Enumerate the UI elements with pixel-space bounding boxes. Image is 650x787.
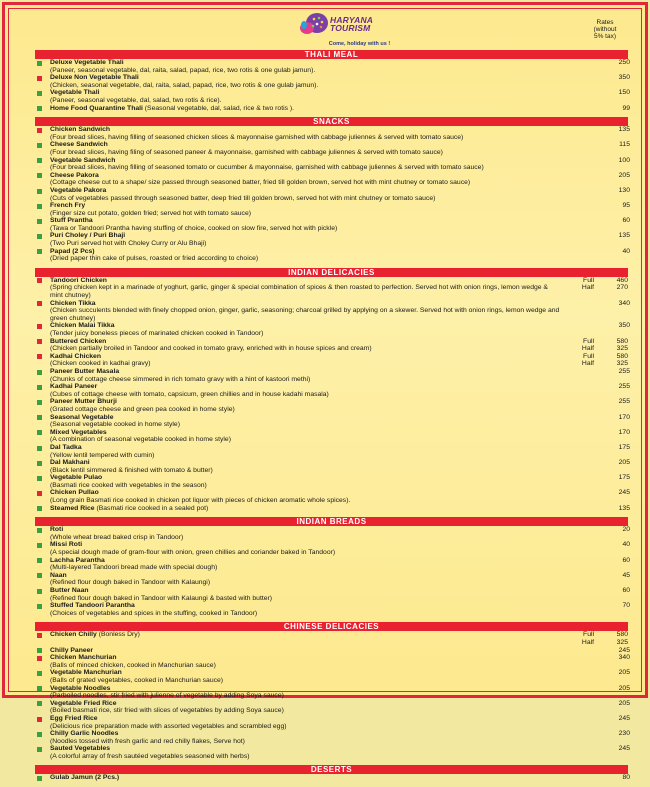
haryana-tourism-logo — [297, 11, 417, 47]
veg-icon — [37, 400, 42, 405]
item-name: French Fry — [50, 202, 86, 210]
item-name: Home Food Quarantine Thali — [50, 104, 143, 112]
menu-item — [35, 126, 630, 141]
item-name: Buttered Chicken — [50, 337, 107, 345]
item-description: (Balls of minced chicken, cooked in Manchurian sauce) — [50, 661, 216, 669]
menu-item — [35, 669, 630, 684]
menu-item — [35, 383, 630, 398]
item-name: Papad (2 Pcs) — [50, 247, 95, 255]
item-price: 250 — [618, 59, 630, 66]
veg-icon — [37, 701, 42, 706]
nonveg-icon — [37, 301, 42, 306]
item-price: 245 — [618, 714, 630, 722]
item-price: 100 — [618, 156, 630, 164]
menu-item — [35, 685, 630, 700]
item-price: 60 — [622, 587, 630, 594]
item-description: (Balls of grated vegetables, cooked in Manchurian sauce) — [50, 676, 224, 684]
nonveg-icon — [37, 354, 42, 359]
nonveg-icon — [37, 656, 42, 661]
item-description: (Cuts of vegetables passed through seasoned batter, deep fried till golden brown, served hot with mint chutney or tomato sauce) — [50, 194, 436, 202]
item-name: Vegetable Sandwich — [50, 156, 116, 164]
item-price: 245 — [618, 489, 630, 497]
item-name: Roti — [50, 526, 64, 534]
item-name: Steamed Rice — [50, 504, 95, 512]
veg-icon — [37, 648, 42, 653]
veg-icon — [37, 446, 42, 451]
item-name: Sauted Vegetables — [50, 745, 111, 753]
item-description: (A colorful array of fresh sautéed vegetables seasoned with herbs) — [50, 752, 250, 760]
item-name: Lachha Parantha — [50, 556, 105, 564]
veg-icon — [37, 671, 42, 676]
item-price: 60 — [622, 217, 630, 225]
item-description: (Tender juicy boneless pieces of marinated chicken cooked in Tandoor) — [50, 330, 264, 337]
item-description: (Spring chicken kept in a marinade of yoghurt, garlic, ginger & special combination of spices & then roasted to perfection. Served hot with onion rings, lemon wedge & mint chutney) — [50, 284, 548, 300]
veg-icon — [37, 604, 42, 609]
menu-item — [35, 572, 630, 587]
menu-header — [35, 5, 630, 50]
item-description: (Four bread slices, having filling of seasoned tomato or cucumber & mayonnaise, garnished with cabbage juliennes & served with tomato sauce) — [50, 164, 484, 172]
item-price: 205 — [618, 699, 630, 707]
item-description: (Basmati rice cooked with vegetables in the season) — [50, 481, 207, 489]
item-description: (Seasonal vegetable, dal, salad, rice & two rotis ). — [144, 104, 295, 112]
menu-item — [35, 715, 630, 730]
item-name: Chilly Paneer — [50, 646, 94, 654]
item-name: Stuffed Tandoori Parantha — [50, 602, 135, 610]
nonveg-icon — [37, 339, 42, 344]
nonveg-icon — [37, 128, 42, 133]
menu-item — [35, 557, 630, 572]
item-description: (Refined flour dough baked in Tandoor with Kalaungi & basted with butter) — [50, 594, 273, 602]
item-name: Naan — [50, 571, 67, 579]
menu-section — [35, 50, 630, 112]
menu-item — [35, 414, 630, 429]
menu-item — [35, 74, 630, 89]
menu-section — [35, 517, 630, 617]
menu-item — [35, 398, 630, 413]
menu-item — [35, 745, 630, 760]
menu-item — [35, 541, 630, 556]
item-description: (Chicken succulents blended with finely chopped onion, ginger, garlic, seasoning; charcoal grilled by applying on a skewer. Served hot with onion rings, lemon wedge and green chutney) — [50, 307, 560, 322]
item-price: 245 — [618, 646, 630, 654]
item-name: Egg Fried Rice — [50, 714, 98, 722]
item-description: (Tawa or Tandoori Prantha having stuffing of choice, cooked on slow fire, served hot with pickle) — [50, 224, 338, 232]
menu-section — [35, 765, 630, 782]
portion-labels — [582, 631, 594, 646]
portion-label: Full — [583, 276, 594, 284]
veg-icon — [37, 234, 42, 239]
item-name: Chicken Tikka — [50, 299, 96, 307]
item-description: (Refined flour dough baked in Tandoor with Kalaungi) — [50, 579, 211, 587]
menu-content — [35, 5, 630, 787]
veg-icon — [37, 370, 42, 375]
item-description: (Boiled basmati rice, stir fried with slices of vegetables by adding Soya sauce) — [50, 707, 284, 715]
veg-icon — [37, 528, 42, 533]
veg-icon — [37, 158, 42, 163]
veg-icon — [37, 91, 42, 96]
item-name: Kadhai Paneer — [50, 383, 98, 391]
menu-item — [35, 429, 630, 444]
item-name: Stuff Prantha — [50, 217, 93, 225]
item-description: (Cubes of cottage cheese with tomato, capsicum, green chillies and in house kadahi masala) — [50, 390, 329, 398]
item-price: 99 — [622, 104, 630, 112]
item-price: 255 — [618, 367, 630, 375]
item-price: 175 — [618, 474, 630, 482]
item-name: Cheese Sandwich — [50, 141, 108, 149]
veg-icon — [37, 776, 42, 781]
item-description: (Cottage cheese cut to a shape/ size passed through seasoned batter, fried till golden brown, served hot with mint chutney or tomato sauce) — [50, 179, 471, 187]
item-description: (Chicken, seasonal vegetable, dal, raita, salad, papad, rice, two rotis & one gulab jamun). — [50, 81, 319, 89]
item-name: Seasonal Vegetable — [50, 413, 114, 421]
item-price: 205 — [618, 669, 630, 677]
portion-label: Half — [581, 345, 594, 353]
item-price: 460 — [616, 276, 628, 284]
menu-item — [35, 526, 630, 541]
section-header: INDIAN DELICACIES — [35, 268, 628, 277]
item-name: Dal Makhani — [50, 459, 90, 467]
menu-item — [35, 187, 630, 202]
menu-item — [35, 700, 630, 715]
item-name: Tandoori Chicken — [50, 276, 107, 284]
bird-logo-icon — [299, 11, 329, 37]
menu-item — [35, 338, 630, 353]
item-price: 580 — [616, 352, 628, 360]
veg-icon — [37, 189, 42, 194]
portion-prices — [617, 631, 628, 646]
item-description: (A special dough made of gram-flour with onion, green chillies and coriander baked in Tandoor) — [50, 549, 336, 557]
item-description: (Seasonal vegetable cooked in home style) — [50, 421, 180, 429]
menu-item — [35, 474, 630, 489]
veg-icon — [37, 61, 42, 66]
veg-icon — [37, 173, 42, 178]
menu-item — [35, 89, 630, 104]
item-description: (Grated cottage cheese and green pea cooked in home style) — [50, 405, 235, 413]
item-price: 350 — [618, 322, 630, 330]
item-name: Paneer Butter Masala — [50, 367, 120, 375]
menu-item — [35, 105, 630, 113]
item-name: Puri Choley / Puri Bhaji — [50, 232, 126, 240]
menu-item — [35, 774, 630, 782]
menu-sections — [35, 50, 630, 782]
menu-item — [35, 489, 630, 504]
item-description: (Yellow lentil tempered with cumin) — [50, 451, 155, 459]
portion-prices — [617, 353, 628, 368]
item-name: Butter Naan — [50, 587, 89, 594]
nonveg-icon — [37, 324, 42, 329]
veg-icon — [37, 732, 42, 737]
portion-label: Full — [583, 337, 594, 345]
item-price: 40 — [622, 541, 630, 549]
menu-item — [35, 505, 630, 513]
item-price: 205 — [618, 171, 630, 179]
logo-title: HARYANA TOURISM — [330, 15, 374, 33]
item-description: (Choices of vegetables and spices in the stuffing, cooked in Tandoor) — [50, 609, 258, 617]
veg-icon — [37, 219, 42, 224]
veg-icon — [37, 143, 42, 148]
portion-labels — [582, 338, 594, 353]
veg-icon — [37, 106, 42, 111]
veg-icon — [37, 430, 42, 435]
portion-label: Full — [583, 631, 594, 639]
item-price: 175 — [618, 443, 630, 451]
item-price: 20 — [622, 526, 630, 534]
item-name: Chicken Sandwich — [50, 126, 111, 134]
nonveg-icon — [37, 633, 42, 638]
menu-item — [35, 730, 630, 745]
section-header: SNACKS — [35, 117, 628, 126]
item-name: Vegetable Pulao — [50, 474, 103, 482]
menu-item — [35, 654, 630, 669]
veg-icon — [37, 558, 42, 563]
menu-section — [35, 268, 630, 512]
menu-item — [35, 248, 630, 263]
item-name: Paneer Mutter Bhurji — [50, 398, 117, 406]
item-price: 80 — [622, 774, 630, 782]
section-header: THALI MEAL — [35, 50, 628, 59]
veg-icon — [37, 589, 42, 594]
item-description: (Paneer, seasonal vegetable, dal, salad, two rotis & rice). — [50, 96, 222, 104]
item-price: 40 — [622, 247, 630, 255]
portion-label: Half — [581, 360, 594, 368]
item-name: Gulab Jamun (2 Pcs.) — [50, 774, 120, 782]
item-description: (Long grain Basmati rice cooked in chicken pot liquor with pieces of chicken aromatic whole spices). — [50, 497, 351, 505]
nonveg-icon — [37, 717, 42, 722]
rates-column-heading: Rates (without 5% tax) — [593, 19, 617, 40]
item-description: (Multi-layered Tandoori bread made with special dough) — [50, 564, 218, 572]
item-price: 135 — [618, 126, 630, 134]
item-name: Chicken Pullao — [50, 489, 99, 497]
item-name: Vegetable Pakora — [50, 186, 107, 194]
item-name: Vegetable Manchurian — [50, 669, 122, 677]
item-description: (Whole wheat bread baked crisp in Tandoor) — [50, 533, 184, 541]
item-description: (Two Puri served hot with Choley Curry or Alu Bhaji) — [50, 240, 207, 248]
menu-item — [35, 157, 630, 172]
item-name: Chicken Malai Tikka — [50, 322, 115, 330]
item-name: Cheese Pakora — [50, 171, 99, 179]
item-price: 205 — [618, 459, 630, 467]
nonveg-icon — [37, 76, 42, 81]
item-description: (Basmati rice cooked in a sealed pot) — [96, 504, 209, 512]
item-price: 170 — [618, 428, 630, 436]
item-description: (Paneer, seasonal vegetable, dal, raita, salad, papad, rice, two rotis & one gulab jamun). — [50, 66, 316, 74]
portion-prices — [617, 277, 628, 292]
item-description: (Black lentil simmered & finished with tomato & butter) — [50, 466, 213, 474]
veg-icon — [37, 204, 42, 209]
section-header: INDIAN BREADS — [35, 517, 628, 526]
menu-item — [35, 232, 630, 247]
item-price: 115 — [619, 141, 630, 149]
section-header: CHINESE DELICACIES — [35, 622, 628, 631]
portion-label: Full — [583, 352, 594, 360]
menu-item — [35, 300, 630, 323]
veg-icon — [37, 476, 42, 481]
item-name: Vegetable Thali — [50, 89, 100, 97]
section-header: DESERTS — [35, 765, 628, 774]
item-price: 230 — [618, 730, 630, 738]
item-price: 350 — [618, 74, 630, 82]
item-price: 325 — [616, 345, 628, 353]
menu-item — [35, 141, 630, 156]
nonveg-icon — [37, 491, 42, 496]
item-price: 135 — [618, 232, 630, 240]
item-price: 150 — [618, 89, 630, 97]
item-price: 255 — [618, 398, 630, 406]
item-name: Chicken Manchurian — [50, 654, 117, 662]
nonveg-icon — [37, 278, 42, 283]
item-name: Chilly Garlic Noodles — [50, 730, 119, 738]
item-price: 580 — [616, 337, 628, 345]
veg-icon — [37, 461, 42, 466]
item-price: 255 — [618, 383, 630, 391]
menu-item — [35, 172, 630, 187]
item-description: (Chunks of cottage cheese simmered in rich tomato gravy with a hint of kastoori methi) — [50, 375, 311, 383]
menu-item — [35, 602, 630, 617]
portion-label: Half — [581, 638, 594, 646]
item-price: 580 — [616, 631, 628, 639]
item-price: 270 — [616, 284, 628, 292]
menu-page — [2, 2, 648, 782]
veg-icon — [37, 506, 42, 511]
veg-icon — [37, 415, 42, 420]
item-price: 130 — [618, 186, 630, 194]
menu-item — [35, 353, 630, 368]
item-price: 205 — [618, 684, 630, 692]
menu-item — [35, 277, 630, 300]
menu-section — [35, 622, 630, 760]
item-description: (Dried paper thin cake of pulses, roasted or fried according to choice) — [50, 255, 259, 263]
menu-item — [35, 322, 630, 337]
item-price: 95 — [622, 202, 630, 210]
portion-labels — [582, 277, 594, 292]
item-name: Mixed Vegetables — [50, 428, 107, 436]
veg-icon — [37, 747, 42, 752]
item-price: 45 — [622, 571, 630, 579]
item-name: Missi Roti — [50, 541, 83, 549]
item-description: (A combination of seasonal vegetable cooked in home style) — [50, 436, 231, 444]
item-name: Kadhai Chicken — [50, 352, 101, 360]
veg-icon — [37, 573, 42, 578]
item-price: 340 — [618, 654, 630, 662]
item-name: Chicken Chilly — [50, 631, 97, 639]
item-description: (Parboiled noodles, stir fried with julienne of vegetable by adding Soya sauce) — [50, 692, 284, 700]
logo-tagline: Come, holiday with us ! — [328, 41, 391, 47]
item-description: (Four bread slices, having filing of seasoned paneer & mayonnaise, garnished with cabbage juliennes & served with tomato sauce) — [50, 148, 443, 156]
portion-prices — [617, 338, 628, 353]
item-price: 245 — [618, 745, 630, 753]
item-description: (Chicken partially broiled in Tandoor and cooked in tomato gravy, enriched with in house spices and cream) — [50, 345, 372, 353]
veg-icon — [37, 686, 42, 691]
veg-icon — [37, 543, 42, 548]
item-description: (Chicken cooked in kadhai gravy) — [50, 360, 151, 368]
item-description: (Delicious rice preparation made with assorted vegetables and scrambled egg) — [50, 722, 287, 730]
menu-item — [35, 217, 630, 232]
menu-item — [35, 59, 630, 74]
veg-icon — [37, 385, 42, 390]
item-description: (Noodles tossed with fresh garlic and red chilly flakes, Serve hot) — [50, 737, 245, 745]
menu-item — [35, 368, 630, 383]
item-name: Deluxe Vegetable Thali — [50, 59, 124, 66]
item-name: Vegetable Fried Rice — [50, 699, 117, 707]
menu-item — [35, 444, 630, 459]
item-price: 60 — [622, 556, 630, 564]
item-name: Vegetable Noodles — [50, 684, 111, 692]
item-description: (Bonless Dry) — [98, 631, 140, 639]
item-price: 70 — [622, 602, 630, 610]
veg-icon — [37, 249, 42, 254]
item-description: (Finger size cut potato, golden fried; served hot with tomato sauce) — [50, 209, 251, 217]
menu-section — [35, 117, 630, 263]
menu-item — [35, 631, 630, 646]
item-description: (Four bread slices, having filling of seasoned chicken slices & mayonnaise garnished with cabbage juliennes & served with tomato sauce) — [50, 133, 464, 141]
item-name: Deluxe Non Vegetable Thali — [50, 74, 139, 82]
menu-item — [35, 647, 630, 655]
item-name: Dal Tadka — [50, 443, 82, 451]
item-price: 135 — [618, 504, 630, 512]
item-price: 325 — [616, 638, 628, 646]
item-price: 170 — [618, 413, 630, 421]
item-price: 340 — [618, 299, 630, 307]
item-price: 325 — [616, 360, 628, 368]
portion-label: Half — [581, 284, 594, 292]
menu-item — [35, 459, 630, 474]
menu-item — [35, 587, 630, 602]
portion-labels — [582, 353, 594, 368]
menu-item — [35, 202, 630, 217]
